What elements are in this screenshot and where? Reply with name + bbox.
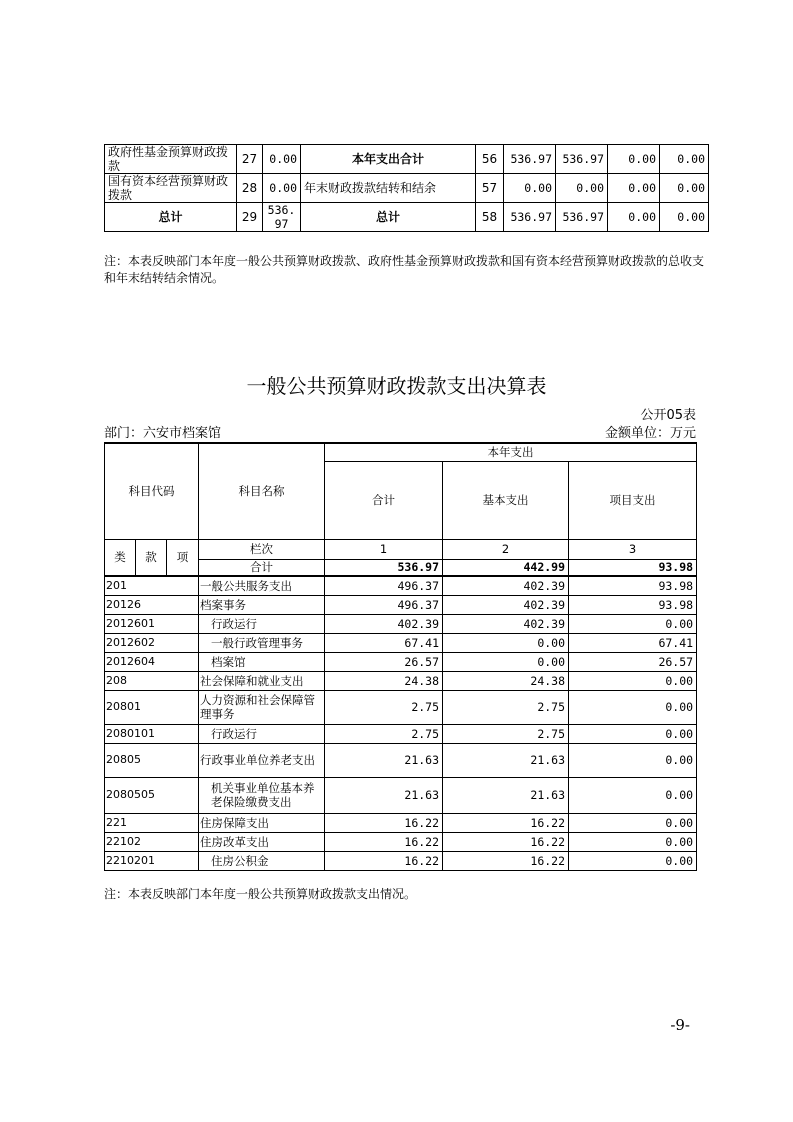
header-col-2: 2 — [443, 539, 569, 559]
table-row — [105, 633, 697, 652]
row-value: 0.00 — [504, 174, 556, 203]
row-project: 93.98 — [569, 576, 697, 595]
row-project: 0.00 — [569, 832, 697, 851]
header-lanci: 栏次 — [199, 539, 325, 559]
row-basic: 2.75 — [443, 690, 569, 724]
row-name: 一般公共服务支出 — [199, 576, 325, 595]
row-name: 社会保障和就业支出 — [199, 671, 325, 690]
row-number: 58 — [476, 203, 504, 232]
row-project: 0.00 — [569, 813, 697, 832]
row-value: 0.00 — [556, 174, 608, 203]
expenditure-table — [104, 442, 697, 871]
row-basic: 21.63 — [443, 777, 569, 813]
row-code: 2080505 — [105, 777, 199, 813]
table-row — [105, 813, 697, 832]
sum-basic: 442.99 — [443, 559, 569, 576]
row-name: 一般行政管理事务 — [199, 633, 325, 652]
row-name: 行政运行 — [199, 724, 325, 743]
row-project: 26.57 — [569, 652, 697, 671]
row-code: 208 — [105, 671, 199, 690]
row-value: 536.97 — [263, 203, 301, 232]
row-code: 20801 — [105, 690, 199, 724]
row-total: 2.75 — [325, 724, 443, 743]
row-code: 2210201 — [105, 851, 199, 870]
row-code: 20805 — [105, 743, 199, 777]
table-row — [105, 145, 709, 174]
row-project: 0.00 — [569, 671, 697, 690]
row-code: 2080101 — [105, 724, 199, 743]
row-basic: 24.38 — [443, 671, 569, 690]
table-number: 公开05表 — [640, 408, 696, 423]
table-row — [105, 832, 697, 851]
table-row — [105, 690, 697, 724]
row-project: 0.00 — [569, 690, 697, 724]
header-expend-group: 本年支出 — [325, 443, 697, 461]
row-project: 93.98 — [569, 595, 697, 614]
row-total: 16.22 — [325, 851, 443, 870]
header-code-group: 科目代码 — [105, 443, 199, 539]
row-total: 402.39 — [325, 614, 443, 633]
table-row — [105, 203, 709, 232]
row-label: 国有资本经营预算财政拨款 — [105, 174, 237, 203]
header-col-3: 3 — [569, 539, 697, 559]
row-project: 0.00 — [569, 851, 697, 870]
header-project: 项目支出 — [569, 461, 697, 539]
row-value: 536.97 — [556, 145, 608, 174]
row-value: 0.00 — [263, 174, 301, 203]
row-name: 住房公积金 — [199, 851, 325, 870]
row-project: 67.41 — [569, 633, 697, 652]
row-total: 496.37 — [325, 576, 443, 595]
row-total: 2.75 — [325, 690, 443, 724]
unit-label: 金额单位：万元 — [604, 426, 696, 441]
row-name: 行政运行 — [199, 614, 325, 633]
row-code: 20126 — [105, 595, 199, 614]
row-value: 536.97 — [556, 203, 608, 232]
table-row — [105, 743, 697, 777]
row-name: 住房改革支出 — [199, 832, 325, 851]
header-name: 科目名称 — [199, 443, 325, 539]
row-label: 总计 — [105, 203, 237, 232]
table-row — [105, 595, 697, 614]
row-project: 0.00 — [569, 724, 697, 743]
row-number: 27 — [237, 145, 263, 174]
page-title: 一般公共预算财政拨款支出决算表 — [246, 374, 547, 398]
sum-project: 93.98 — [569, 559, 697, 576]
row-number: 57 — [476, 174, 504, 203]
header-total: 合计 — [325, 461, 443, 539]
row-project: 0.00 — [569, 743, 697, 777]
row-project: 0.00 — [569, 614, 697, 633]
row-value: 0.00 — [660, 174, 709, 203]
row-number: 56 — [476, 145, 504, 174]
row-label: 本年支出合计 — [301, 145, 476, 174]
table-row — [105, 671, 697, 690]
row-code: 2012602 — [105, 633, 199, 652]
row-total: 496.37 — [325, 595, 443, 614]
row-basic: 16.22 — [443, 851, 569, 870]
table-row — [105, 777, 697, 813]
row-basic: 21.63 — [443, 743, 569, 777]
top-table-note: 注：本表反映部门本年度一般公共预算财政拨款、政府性基金预算财政拨款和国有资本经营预算财政拨款的总收支和年末结转结余情况。 — [104, 254, 705, 285]
row-basic: 16.22 — [443, 832, 569, 851]
row-name: 人力资源和社会保障管理事务 — [199, 690, 325, 724]
row-total: 16.22 — [325, 832, 443, 851]
row-project: 0.00 — [569, 777, 697, 813]
row-value: 0.00 — [660, 145, 709, 174]
table-row — [105, 614, 697, 633]
row-value: 536.97 — [504, 145, 556, 174]
table-row — [105, 174, 709, 203]
row-basic: 0.00 — [443, 652, 569, 671]
row-value: 0.00 — [660, 203, 709, 232]
row-value: 0.00 — [608, 174, 660, 203]
page-number: -9- — [670, 1016, 690, 1034]
row-value: 0.00 — [608, 203, 660, 232]
row-total: 24.38 — [325, 671, 443, 690]
row-name: 机关事业单位基本养老保险缴费支出 — [199, 777, 325, 813]
main-table-note: 注：本表反映部门本年度一般公共预算财政拨款支出情况。 — [104, 887, 417, 901]
table-row — [105, 724, 697, 743]
row-value: 0.00 — [263, 145, 301, 174]
row-total: 26.57 — [325, 652, 443, 671]
department-label: 部门：六安市档案馆 — [104, 426, 222, 441]
row-total: 21.63 — [325, 777, 443, 813]
row-basic: 402.39 — [443, 595, 569, 614]
header-xiang: 项 — [167, 539, 199, 576]
row-code: 2012601 — [105, 614, 199, 633]
row-total: 67.41 — [325, 633, 443, 652]
row-value: 0.00 — [608, 145, 660, 174]
row-code: 2012604 — [105, 652, 199, 671]
row-name: 档案事务 — [199, 595, 325, 614]
table-row — [105, 576, 697, 595]
table-row — [105, 652, 697, 671]
income-expense-summary-table — [104, 144, 709, 232]
table-row — [105, 851, 697, 870]
row-total: 16.22 — [325, 813, 443, 832]
row-basic: 402.39 — [443, 576, 569, 595]
row-basic: 0.00 — [443, 633, 569, 652]
sum-label: 合计 — [199, 559, 325, 576]
row-basic: 402.39 — [443, 614, 569, 633]
row-name: 住房保障支出 — [199, 813, 325, 832]
row-code: 221 — [105, 813, 199, 832]
row-basic: 16.22 — [443, 813, 569, 832]
row-name: 行政事业单位养老支出 — [199, 743, 325, 777]
row-number: 29 — [237, 203, 263, 232]
header-kuan: 款 — [136, 539, 167, 576]
row-number: 28 — [237, 174, 263, 203]
header-lei: 类 — [105, 539, 136, 576]
row-total: 21.63 — [325, 743, 443, 777]
row-code: 201 — [105, 576, 199, 595]
row-value: 536.97 — [504, 203, 556, 232]
header-col-1: 1 — [325, 539, 443, 559]
row-label: 年末财政拨款结转和结余 — [301, 174, 476, 203]
row-label: 政府性基金预算财政拨款 — [105, 145, 237, 174]
sum-total: 536.97 — [325, 559, 443, 576]
row-label: 总计 — [301, 203, 476, 232]
row-code: 22102 — [105, 832, 199, 851]
header-basic: 基本支出 — [443, 461, 569, 539]
row-basic: 2.75 — [443, 724, 569, 743]
row-name: 档案馆 — [199, 652, 325, 671]
